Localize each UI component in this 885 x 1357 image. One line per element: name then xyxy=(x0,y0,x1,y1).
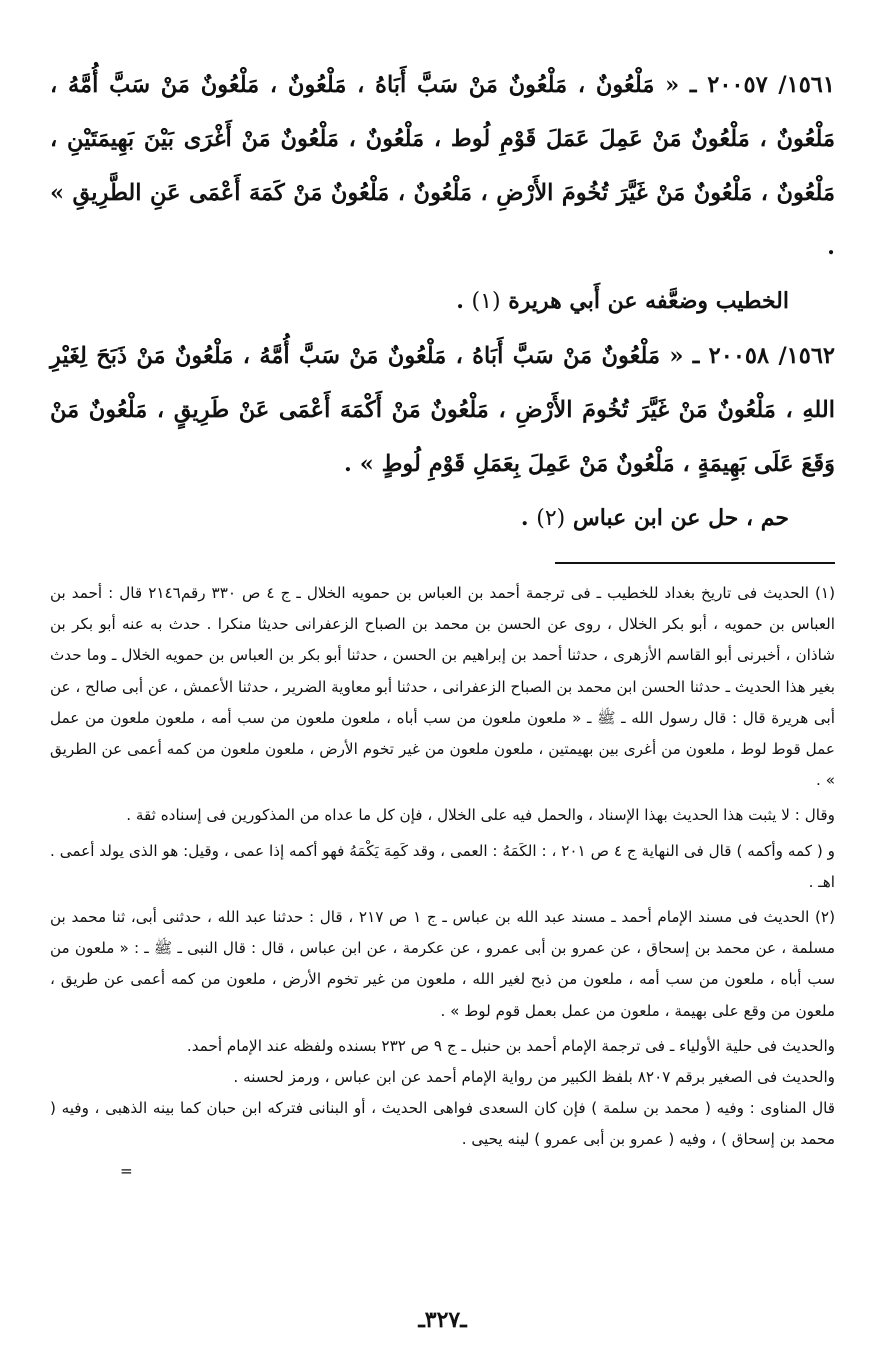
hadith-2-source xyxy=(50,491,835,546)
footnote-1-text-1: الحديث فى تاريخ بغداد للخطيب ـ فى ترجمة أحمد بن العباس بن حمويه الخلال ـ ج ٤ ص ٣٣٠ رقم٢١٤٦ قال : أحمد بن العباس بن حمويه ، أبو بكر الخلال ، روى عن الحسن بن محمد بن الصباح الزعفرانى حديثا منكرا . حدث به عنه أبو بكر بن شاذان ، أخبرنى أبو القاسم الأزهرى ، حدثنا أحمد بن إبراهيم بن الحسن ، حدثنا أبو بكر بن العباس بن حمويه الخلال ـ وما حدث بغير هذا الحديث ـ حدثنا الحسن ابن محمد بن الصباح الزعفرانى ، حدثنا أبو معاوية الضرير ، حدثنا الأعمش ، عن أبى صالح ، عن أبى هريرة قال : قال رسول الله ـ ﷺ ـ « ملعون ملعون من سب أباه ، ملعون ملعون من سب أمه ، ملعون ملعون من عمل عمل قوط لوط ، ملعون من أغرى بين بهيمتين ، ملعون ملعون من غير تخوم الأرض ، ملعون ملعون من كمه أعمى عن الطريق » . xyxy=(49,584,835,790)
footnote-1-paragraph-3: و ( كمه وأكمه ) قال فى النهاية ج ٤ ص ٢٠١ ، : الكَمَهُ : العمى ، وقد كَمِهَ يَكْمَهُ فهو أكمه إذا عمى ، وقيل: هو الذى يولد أعمى . اهـ . xyxy=(50,841,835,891)
footnote-2 xyxy=(50,902,835,1187)
page-number: ـ٣٢٧ـ xyxy=(418,1307,467,1333)
hadith-2-body: ـ « مَلْعُونٌ مَنْ سَبَّ أَبَاهُ ، مَلْعُونٌ مَنْ سَبَّ أُمَّهُ ، مَلْعُونٌ مَنْ ذَبَحَ لِغَيْرِ اللهِ ، مَلْعُونٌ مَنْ غَيَّرَ تُخُومَ الأَرْضِ ، مَلْعُونٌ مَنْ أَكْمَهَ أَعْمَى عَنْ طَرِيقٍ ، مَلْعُونٌ مَنْ وَقَعَ عَلَى بَهِيمَةٍ ، مَلْعُونٌ مَنْ عَمِلَ بِعَمَلِ قَوْمِ لُوطٍ » . xyxy=(50,343,835,477)
hadith-2 xyxy=(50,329,835,546)
continuation-mark: = xyxy=(120,1161,133,1180)
hadith-2-footnote-ref[interactable]: (٢) xyxy=(536,506,566,531)
footnote-2-paragraph-4: قال المناوى : وفيه ( محمد بن سلمة ) فإن كان السعدى فواهى الحديث ، أو البنانى فتركه ابن حبان كما بينه الذهبى ، وفيه ( محمد بن إسحاق ) ، وفيه ( عمرو بن أبى عمرو ) لينه يحيى . xyxy=(50,1099,835,1149)
footnote-1-marker: (١) xyxy=(814,584,836,602)
hadith-2-number: ١٥٦٢/ ٢٠٠٥٨ xyxy=(708,343,836,369)
footnotes xyxy=(50,578,835,1187)
footnote-2-paragraph-1 xyxy=(50,902,835,1027)
page-content xyxy=(50,58,835,1357)
footnote-separator xyxy=(555,562,835,564)
footnote-1-paragraph-1 xyxy=(50,578,835,796)
footnote-2-paragraph-3: والحديث فى الصغير برقم ٨٢٠٧ بلفظ الكبير من رواية الإمام أحمد عن ابن عباس ، ورمز لحسنه . xyxy=(233,1068,835,1087)
footnote-2-marker: (٢) xyxy=(814,908,836,927)
hadith-1 xyxy=(50,58,835,329)
hadith-1-number: ١٥٦١/ ٢٠٠٥٧ xyxy=(707,72,835,98)
hadith-1-footnote-ref[interactable]: (١) xyxy=(471,289,501,314)
hadith-1-end: . xyxy=(456,288,464,314)
hadith-2-end: . xyxy=(520,505,529,531)
footnote-1-paragraph-2: وقال : لا يثبت هذا الحديث بهذا الإسناد ، والحمل فيه على الخلال ، فإن كل ما عداه من المذكورين فى إسناده ثقة . xyxy=(126,806,835,825)
footnote-2-text-1: الحديث فى مسند الإمام أحمد ـ مسند عبد الله بن عباس ـ ج ١ ص ٢١٧ ، قال : حدثنا عبد الله ، حدثنى أبى، ثنا محمد بن مسلمة ، عن محمد بن إسحاق ، عن عمرو بن أبى عمرو ، عن عكرمة ، عن ابن عباس ، قال : قال النبى ـ ﷺ ـ : « ملعون من سب أباه ، ملعون من سب أمه ، ملعون من ذبح لغير الله ، ملعون من غير تخوم الأرض ، ملعون من كمه أعمى عن طريق ، ملعون من وقع على بهيمة ، ملعون من عمل بعمل قوم لوط » . xyxy=(50,908,835,1020)
hadith-1-source-text: الخطيب وضعَّفه عن أَبي هريرة xyxy=(508,288,789,314)
hadith-1-text xyxy=(50,58,835,274)
hadith-1-body: ـ « مَلْعُونٌ ، مَلْعُونٌ مَنْ سَبَّ أَبَاهُ ، مَلْعُونٌ ، مَلْعُونٌ مَنْ سَبَّ أُمَّهُ ، مَلْعُونٌ ، مَلْعُونٌ مَنْ عَمِلَ عَمَلَ قَوْمِ لُوط ، مَلْعُونٌ ، مَلْعُونٌ مَنْ أَغْرَى بَيْنَ بَهِيمَتَيْنِ ، مَلْعُونٌ ، مَلْعُونٌ مَنْ غَيَّرَ تُخُومَ الأَرْضِ ، مَلْعُونٌ ، مَلْعُونٌ مَنْ كَمَهَ أَعْمَى عَنِ الطَّرِيقِ » . xyxy=(50,72,835,260)
hadith-2-source-text: حم ، حل عن ابن عباس xyxy=(572,505,789,531)
footnote-2-paragraph-2: والحديث فى حلية الأولياء ـ فى ترجمة الإمام أحمد بن حنبل ـ ج ٩ ص ٢٣٢ بسنده ولفظه عند الإمام أحمد. xyxy=(186,1036,835,1055)
hadith-1-source xyxy=(50,274,835,329)
footnote-1 xyxy=(50,578,835,898)
hadith-2-text xyxy=(50,329,835,491)
